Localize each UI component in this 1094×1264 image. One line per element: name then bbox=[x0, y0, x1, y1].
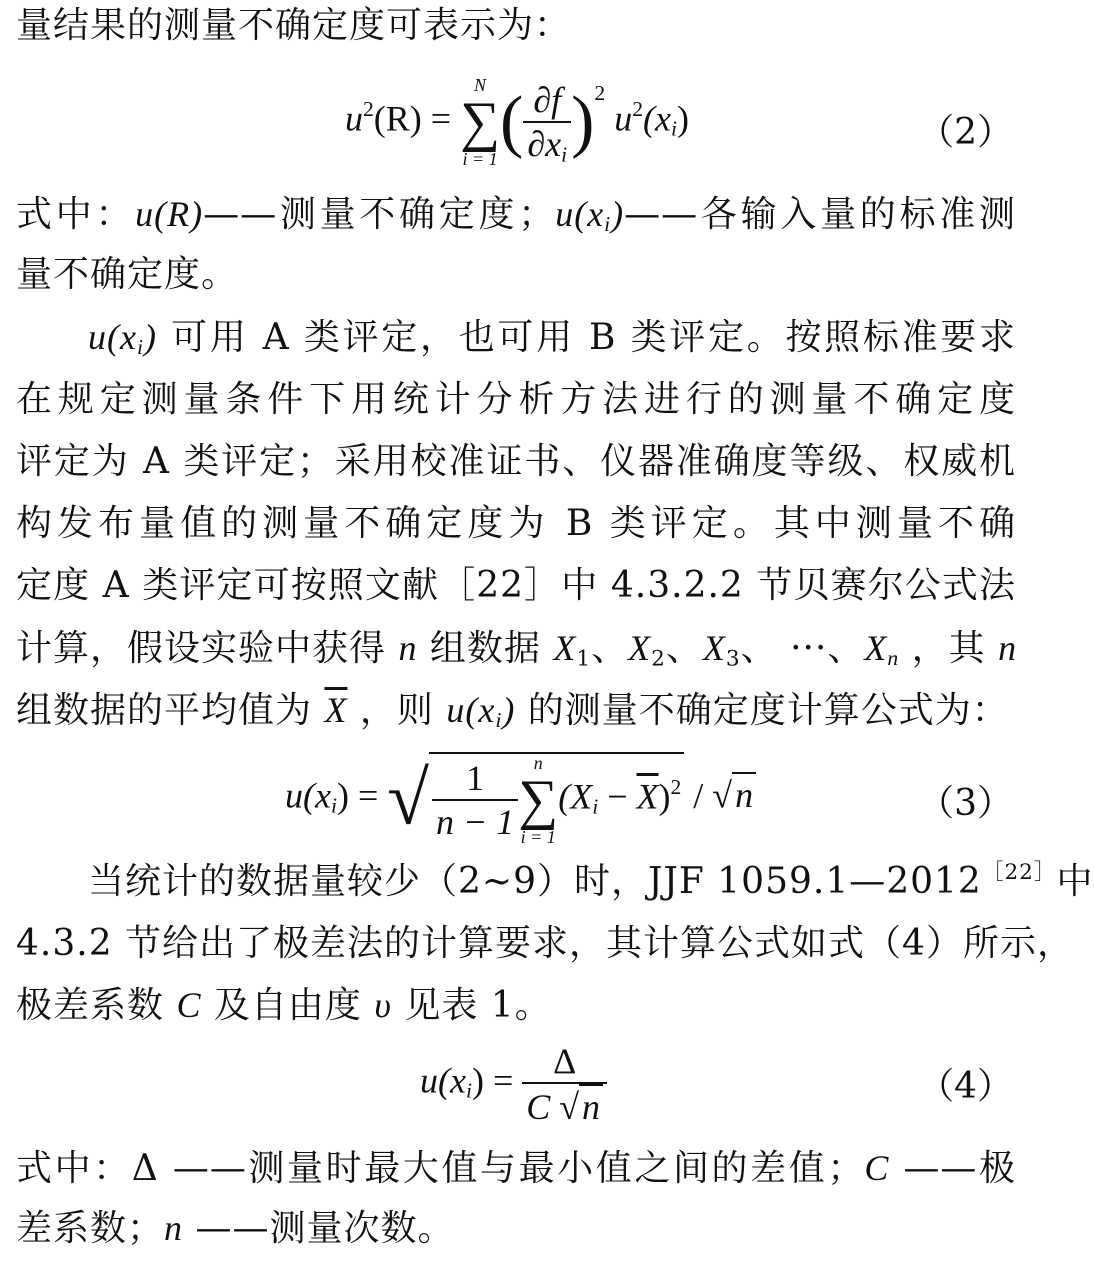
eq-sup: 2 bbox=[363, 97, 374, 122]
equation-number-2: （2） bbox=[918, 112, 1013, 153]
eq-sup: 2 bbox=[632, 97, 644, 122]
text: 定度 A 类评定可按照文献［22］中 4.3.2.2 节贝赛尔公式法 bbox=[16, 565, 1016, 606]
eq-symbol: u(x bbox=[420, 1060, 466, 1101]
sum-lower: i = 1 bbox=[462, 149, 498, 169]
math: X bbox=[702, 628, 726, 668]
sqrt-symbol: √ bbox=[550, 1087, 580, 1127]
text-line-15 bbox=[16, 983, 1016, 1028]
text: ——极 bbox=[889, 1148, 1016, 1189]
text: 量结果的测量不确定度可表示为： bbox=[16, 5, 572, 46]
eq-text: $\overline{X}$ bbox=[636, 776, 659, 817]
math: n bbox=[398, 628, 418, 668]
eq-text: ) bbox=[676, 98, 689, 139]
text-line-4 bbox=[16, 253, 1016, 297]
math: n bbox=[998, 628, 1018, 668]
text-line-3 bbox=[16, 192, 1016, 237]
text: 式中：Δ ——测量时最大值与最小值之间的差值； bbox=[16, 1148, 865, 1189]
math-sub: i bbox=[136, 335, 144, 360]
text: 计算，假设实验中获得 bbox=[16, 628, 399, 669]
text: ——测量不确定度； bbox=[203, 194, 556, 235]
eq-text: n bbox=[579, 1084, 603, 1128]
eq-symbol: u(x bbox=[285, 775, 331, 816]
math: u(R) bbox=[135, 194, 204, 234]
text-line-6 bbox=[16, 378, 1016, 422]
math-sub: i bbox=[495, 708, 503, 733]
math: X bbox=[864, 628, 888, 668]
text: 量不确定度。 bbox=[16, 254, 239, 295]
text: ，则 bbox=[347, 690, 447, 731]
math: u(x bbox=[88, 317, 137, 357]
summation bbox=[518, 754, 558, 846]
eq-text: n bbox=[732, 772, 756, 816]
frac-num: 1 bbox=[466, 758, 485, 798]
sqrt-symbol: √ bbox=[387, 756, 429, 841]
sum-lower: i = 1 bbox=[520, 827, 556, 847]
summation bbox=[460, 76, 500, 168]
text-line-13 bbox=[88, 859, 1094, 904]
text: 构发布量值的测量不确定度为 B 类评定。其中测量不确 bbox=[16, 503, 1016, 544]
equation-2 bbox=[345, 76, 689, 176]
math: X bbox=[628, 628, 652, 668]
math: $\overline{X}$ bbox=[324, 690, 348, 730]
sum-upper: n bbox=[533, 753, 543, 773]
text: 及自由度 bbox=[201, 985, 375, 1026]
math-sub: i bbox=[604, 212, 612, 237]
text-line-7 bbox=[16, 440, 1016, 484]
equation-4 bbox=[420, 1040, 607, 1128]
text: 见表 1。 bbox=[391, 985, 552, 1026]
sum-upper: N bbox=[474, 75, 487, 95]
frac-den-text: ∂x bbox=[527, 124, 562, 164]
text-line-1 bbox=[16, 4, 1016, 48]
eq-text: / √ bbox=[684, 775, 733, 816]
math: ) bbox=[502, 690, 516, 730]
text: ——测量次数。 bbox=[183, 1208, 455, 1249]
frac-num: ∂f bbox=[533, 80, 562, 120]
paren-left: ( bbox=[500, 83, 524, 160]
text-line-18 bbox=[16, 1206, 1016, 1251]
eq-text: (X bbox=[558, 776, 593, 817]
math-sub: n bbox=[887, 646, 900, 671]
eq-sub: i bbox=[561, 142, 568, 167]
text: 、 bbox=[591, 628, 629, 669]
math: ) bbox=[143, 317, 157, 357]
text: 组数据 bbox=[417, 628, 554, 669]
sigma-symbol: ∑ bbox=[460, 91, 501, 153]
text: ——各输入量的标准测 bbox=[624, 194, 1016, 235]
math: υ bbox=[374, 985, 392, 1025]
equation-number-4: （4） bbox=[918, 1066, 1013, 1107]
math: u(x bbox=[555, 194, 605, 234]
paren-right: ) bbox=[571, 83, 595, 160]
eq-text: C bbox=[526, 1087, 551, 1127]
text: 的测量不确定度计算公式为： bbox=[515, 690, 1009, 731]
frac-den bbox=[522, 1082, 607, 1128]
equation-number-3: （3） bbox=[918, 783, 1013, 824]
fraction bbox=[522, 1040, 607, 1128]
eq-symbol: u bbox=[614, 98, 633, 139]
eq-symbol: u bbox=[345, 98, 363, 139]
text: ，其 bbox=[899, 628, 999, 669]
sqrt-body bbox=[429, 752, 684, 846]
text: 4.3.2 节给出了极差法的计算要求，其计算公式如式（4）所示， bbox=[16, 923, 1074, 964]
math: u(x bbox=[446, 690, 496, 730]
eq-text: ) bbox=[658, 776, 671, 817]
text: 可用 A 类评定，也可用 B 类评定。按照标准要求 bbox=[156, 317, 1016, 358]
math: X bbox=[553, 628, 577, 668]
text-line-5 bbox=[88, 315, 1016, 360]
eq-text: − bbox=[598, 776, 637, 817]
text: 极差系数 bbox=[16, 985, 177, 1026]
sigma-symbol: ∑ bbox=[518, 769, 559, 831]
text: 式中： bbox=[16, 194, 136, 235]
math: C bbox=[864, 1148, 890, 1188]
text-line-8 bbox=[16, 502, 1016, 546]
eq-text: ) = bbox=[471, 1060, 514, 1101]
eq-sub: i bbox=[592, 794, 599, 819]
eq-text: (R) = bbox=[373, 98, 452, 139]
eq-text: ) = bbox=[336, 775, 379, 816]
text: 评定为 A 类评定；采用校准证书、仪器准确度等级、权威机 bbox=[16, 441, 1016, 482]
frac-den bbox=[523, 121, 571, 165]
fraction bbox=[523, 79, 571, 165]
text: 组数据的平均值为 bbox=[16, 690, 325, 731]
eq-sub: i bbox=[465, 1078, 472, 1103]
eq-sup: 2 bbox=[594, 81, 606, 106]
eq-sup: 2 bbox=[670, 775, 682, 800]
text: 当统计的数据量较少（2~9）时，JJF 1059.1—2012 bbox=[88, 861, 982, 902]
citation: ［22］ bbox=[981, 859, 1057, 885]
frac-den: n − 1 bbox=[432, 799, 518, 843]
fraction bbox=[432, 757, 518, 843]
text-line-9 bbox=[16, 564, 1016, 608]
text: 在规定测量条件下用统计分析方法进行的测量不确定度 bbox=[16, 379, 1016, 420]
text-line-10 bbox=[16, 626, 1016, 671]
math-sub: 2 bbox=[651, 646, 666, 672]
text-line-17 bbox=[16, 1146, 1016, 1191]
equation-3 bbox=[285, 752, 756, 846]
math: n bbox=[164, 1208, 184, 1248]
text: 、 bbox=[665, 628, 703, 669]
text-line-11 bbox=[16, 688, 1016, 733]
math-sub: 1 bbox=[576, 646, 592, 672]
math: ) bbox=[611, 194, 625, 234]
eq-sub: i bbox=[330, 793, 337, 818]
text-line-14 bbox=[16, 922, 1074, 966]
math-sub: 3 bbox=[725, 646, 741, 672]
eq-sub: i bbox=[670, 116, 677, 141]
eq-text: (x bbox=[643, 98, 671, 139]
text: 差系数； bbox=[16, 1208, 165, 1249]
frac-num: Δ bbox=[553, 1041, 577, 1081]
math: C bbox=[176, 985, 202, 1025]
text: 中 bbox=[1056, 861, 1094, 902]
text: 、 ···、 bbox=[740, 628, 865, 669]
